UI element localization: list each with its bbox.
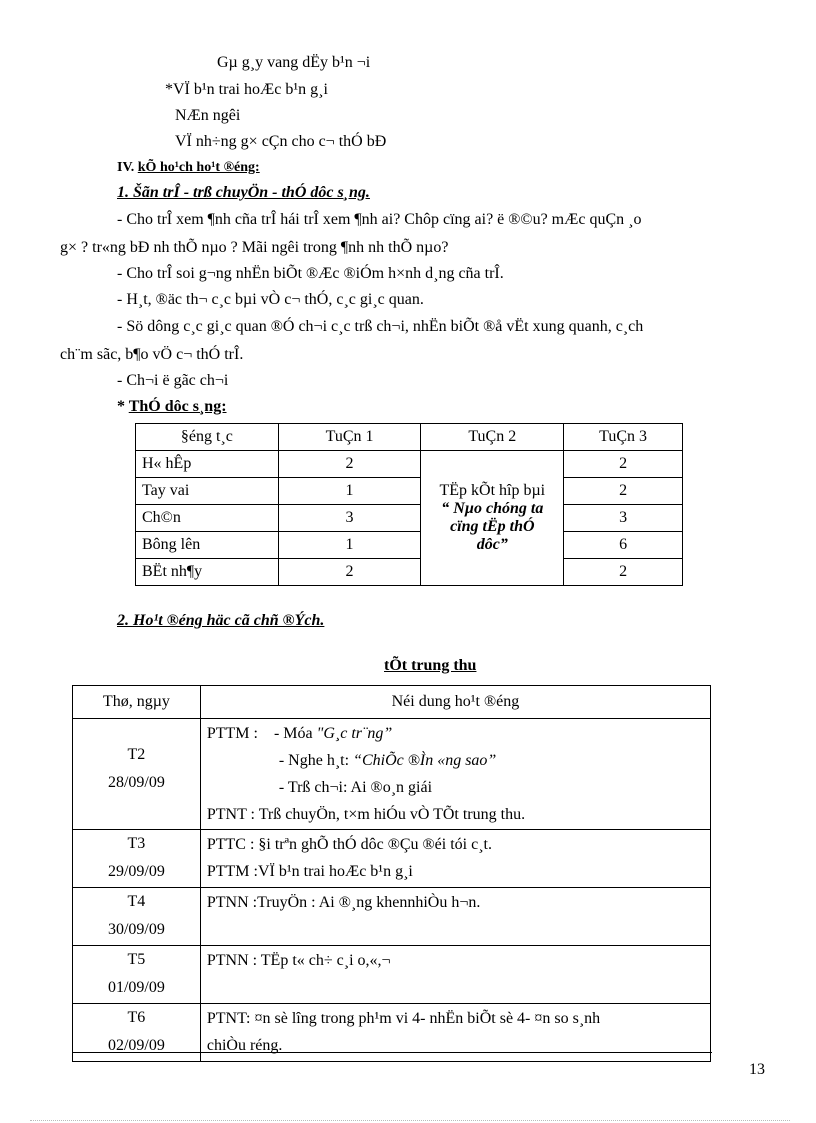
- exercise-star: *: [117, 398, 125, 415]
- schedule-day: T6: [127, 1009, 146, 1026]
- exercise-week-1-value: 3: [278, 505, 421, 532]
- exercise-row: [136, 559, 683, 586]
- exercise-week-1-value: 1: [278, 532, 421, 559]
- schedule-line: PTNN :TruyÖn : Ai ®¸ng khennhiÒu h¬n.: [206, 894, 481, 911]
- schedule-line: PTNT: ¤n sè lîng trong ph¹m vi 4- nhËn biÕt sè 4- ¤n so s¸nh: [206, 1010, 601, 1027]
- sub1-title: 1. Šãn trÎ - trß chuyÖn - thÓ dôc s¸ng.: [117, 184, 370, 201]
- schedule-header-row: [73, 686, 711, 719]
- schedule-day: T3: [127, 835, 146, 852]
- intro-line-1: Gµ g¸y vang dËy b¹n ¬i: [217, 54, 371, 71]
- schedule-row: [73, 946, 711, 1004]
- exercise-week-3-value: 2: [564, 451, 683, 478]
- schedule-day-cell: [73, 888, 201, 946]
- schedule-date: 01/09/09: [107, 979, 165, 996]
- exercise-title: ThÓ dôc s¸ng:: [128, 398, 227, 415]
- exercise-week-3-value: 2: [564, 559, 683, 586]
- schedule-italic-text: “ChiÕc ®Ìn «ng sao”: [353, 752, 497, 769]
- exercise-row: [136, 478, 683, 505]
- exercise-row: [136, 532, 683, 559]
- sub1-line-1: - Cho trÎ xem ¶nh cña trÎ hái trÎ xem ¶nh ai? Chôp cïng ai? ë ®©u? mÆc quÇn ¸o: [117, 211, 642, 228]
- schedule-line: PTTM :VÏ b¹n trai hoÆc b¹n g¸i: [206, 863, 413, 880]
- page-bottom-dotted-edge: [30, 1120, 790, 1121]
- exercise-week-2-line-2: “ Nµo chóng ta cïng tËp thÓ dôc”: [441, 500, 544, 553]
- exercise-week-1-value: 2: [278, 451, 421, 478]
- footer-rule: [72, 1052, 712, 1053]
- sub1-line-4: - H¸t, ®äc th¬ c¸c bµi vÒ c¬ thÓ, c¸c gi¸c quan.: [117, 291, 424, 308]
- exercise-movement: Bông lên: [136, 532, 279, 559]
- schedule-line: - Trß ch¬i: Ai ®o¸n giái: [278, 779, 433, 796]
- schedule-day: T4: [127, 893, 146, 910]
- exercise-week-3-value: 6: [564, 532, 683, 559]
- schedule-day: T2: [127, 746, 146, 763]
- schedule-code: PTTM :: [206, 725, 258, 742]
- exercise-row: [136, 451, 683, 478]
- exercise-week-3-value: 2: [564, 478, 683, 505]
- intro-line-3: NÆn ngêi: [175, 107, 241, 124]
- sub1-line-7: - Ch¬i ë gãc ch¬i: [117, 372, 229, 389]
- schedule-line: [207, 747, 709, 774]
- schedule-date: 30/09/09: [107, 921, 165, 938]
- schedule-row: [73, 830, 711, 888]
- schedule-day-cell: [73, 719, 201, 830]
- schedule-line: [207, 720, 709, 747]
- exercise-movement: H« hÊp: [136, 451, 279, 478]
- exercise-week-2-note: [421, 451, 564, 586]
- sub1-line-5: - Sö dông c¸c gi¸c quan ®Ó ch¬i c¸c trß ch¬i, nhËn biÕt ®å vËt xung quanh, c¸ch: [117, 318, 644, 335]
- schedule-date: 02/09/09: [107, 1037, 165, 1054]
- schedule-day: T5: [127, 951, 146, 968]
- schedule-header-day: Thø, ngµy: [73, 686, 201, 719]
- schedule-day-cell: [73, 946, 201, 1004]
- exercise-header-row: [136, 424, 683, 451]
- exercise-table: [135, 423, 683, 586]
- section-iv-number: IV.: [117, 160, 135, 175]
- schedule-day-cell: [73, 830, 201, 888]
- page-number: 13: [749, 1061, 765, 1078]
- section-iv-title: kÕ ho¹ch ho¹t ®éng:: [137, 160, 260, 175]
- exercise-week-2-line-1: TËp kÕt hîp bµi: [439, 482, 546, 499]
- schedule-row: [73, 888, 711, 946]
- schedule-content-cell: [200, 719, 710, 830]
- exercise-heading: [117, 397, 227, 417]
- exercise-week-1-value: 2: [278, 559, 421, 586]
- exercise-movement: BËt nh¶y: [136, 559, 279, 586]
- exercise-row: [136, 505, 683, 532]
- exercise-header-week-2: TuÇn 2: [421, 424, 564, 451]
- exercise-header-week-3: TuÇn 3: [564, 424, 683, 451]
- sub1-line-3: - Cho trÎ soi g¬ng nhËn biÕt ®Æc ®iÓm h×nh d¸ng cña trÎ.: [117, 265, 504, 282]
- section-iv-heading: [117, 158, 260, 178]
- schedule-line: PTTC : §i trªn ghÕ thÓ dôc ®Çu ®éi tói c¸t.: [206, 836, 492, 853]
- intro-line-2: *VÏ b¹n trai hoÆc b¹n g¸i: [165, 81, 328, 98]
- exercise-movement: Ch©n: [136, 505, 279, 532]
- exercise-header-week-1: TuÇn 1: [278, 424, 421, 451]
- sub1-line-2: g× ? tr«ng bÐ nh thÕ nµo ? Mãi ngêi trong ¶nh nh thÕ nµo?: [60, 239, 449, 256]
- schedule-text: - Nghe h¸t:: [278, 752, 354, 769]
- sub2-title: 2. Ho¹t ®éng häc cã chñ ®Ých.: [117, 612, 325, 629]
- intro-line-4: VÏ nh÷ng g× cÇn cho c¬ thÓ bÐ: [175, 133, 387, 150]
- schedule-row: [73, 719, 711, 830]
- schedule-line: chiÒu réng.: [206, 1037, 283, 1054]
- exercise-week-1-value: 1: [278, 478, 421, 505]
- schedule-line: PTNT : Trß chuyÖn, t×m hiÓu vÒ TÕt trung thu.: [206, 806, 526, 823]
- schedule-content-cell: [200, 946, 710, 1004]
- schedule-content-cell: [200, 830, 710, 888]
- schedule-header-content: Néi dung ho¹t ®éng: [200, 686, 710, 719]
- schedule-table: [72, 685, 711, 1062]
- schedule-date: 28/09/09: [107, 774, 165, 791]
- exercise-header-movement: §éng t¸c: [136, 424, 279, 451]
- schedule-line: PTNN : TËp t« ch÷ c¸i o,«,¬: [206, 952, 391, 969]
- schedule-date: 29/09/09: [107, 863, 165, 880]
- schedule-italic-text: "G¸c tr¨ng”: [316, 725, 393, 742]
- schedule-text: - Móa: [273, 725, 317, 742]
- schedule-title: tÕt trung thu: [384, 657, 477, 674]
- exercise-movement: Tay vai: [136, 478, 279, 505]
- exercise-week-3-value: 3: [564, 505, 683, 532]
- sub1-line-6: ch¨m sãc, b¶o vÖ c¬ thÓ trÎ.: [60, 346, 244, 363]
- schedule-content-cell: [200, 888, 710, 946]
